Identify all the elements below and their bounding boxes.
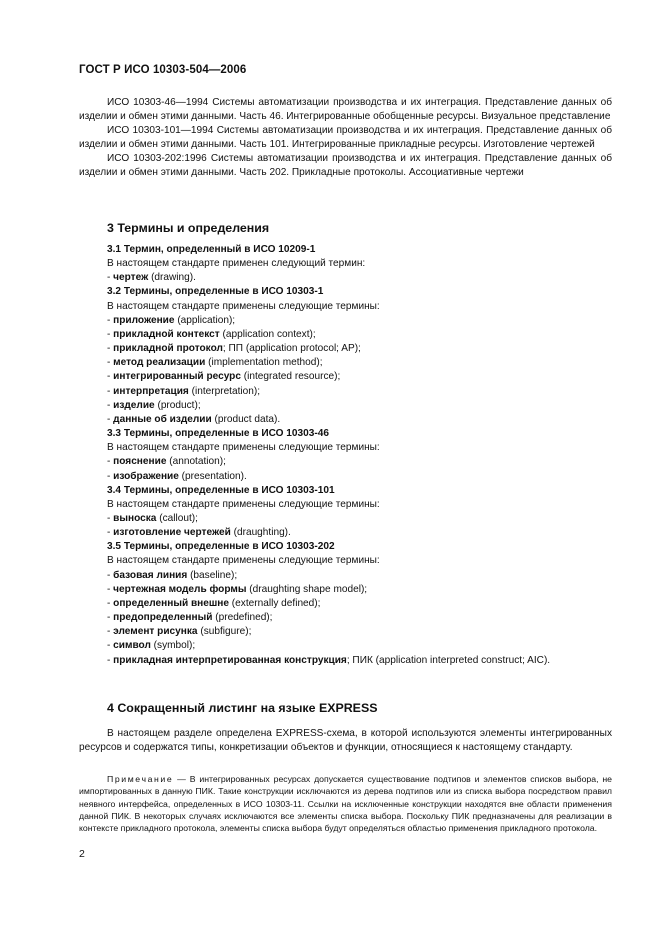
list-dash: - [107,385,114,397]
list-dash: - [107,626,114,638]
term-translation: (subfigure); [197,626,252,638]
term-name: выноска [113,512,157,524]
term-translation: (integrated resource); [240,371,341,383]
reference-iso-10303-101: ИСО 10303-101—1994 Системы автоматизации производства и их интеграция. Представление данных об изделии и обмен этими данными. Часть 101. Интегрированные прикладные ресурсы. Изготовление чертежей [79,125,612,150]
subsection-intro: В настоящем стандарте применены следующие термины: [107,300,380,312]
term-name: чертеж [113,272,149,284]
term-translation: ; ПИК (application interpreted construct; AIC). [346,654,551,666]
term-translation: (implementation method); [205,357,323,369]
list-dash: - [107,343,114,355]
term-name: предопределенный [113,612,213,624]
term-item [107,654,617,668]
term-name: прикладная интерпретированная конструкция [113,654,347,666]
term-translation: (application context); [219,328,316,340]
term-item [107,526,617,540]
document-header: ГОСТ Р ИСО 10303-504—2006 [79,64,247,76]
subsection-intro: В настоящем стандарте применены следующие термины: [107,442,380,454]
term-name: метод реализации [113,357,206,369]
term-item [107,314,617,328]
term-name: изготовление чертежей [113,527,231,539]
list-dash: - [107,597,114,609]
term-name: чертежная модель формы [113,583,247,595]
term-translation: (interpretation); [188,385,261,397]
term-item [107,271,617,285]
term-item [107,455,617,469]
reference-iso-10303-46: ИСО 10303-46—1994 Системы автоматизации производства и их интеграция. Представление данных об изделии и обмен этими данными. Часть 46. Интегрированные обобщенные ресурсы. Визуальное представление [79,97,612,122]
page-number: 2 [79,848,85,860]
term-translation: (application); [174,314,236,326]
note-label: Примечание [107,774,174,784]
term-name: пояснение [113,456,167,468]
term-item [107,611,617,625]
list-dash: - [107,328,114,340]
section-4-paragraph: В настоящем разделе определена EXPRESS-схема, в которой используются элементы интегрированных ресурсов и содержатся типы, конкретизации объектов и функции, относящиеся к настоящему стандарту. [79,728,612,753]
term-translation: (presentation). [178,470,247,482]
note-text: — В интегрированных ресурсах допускается существование подтипов и элементов списков выбора, не импортированных в данную ПИК. Такие конструкции исключаются из дерева подтипов или из списка выбора посредством правил неявного интерфейса, определенных в ИСО 10303-11. Ссылки на исключенные конструкции находятся вне области применения данной ПИК. В некоторых случаях исключаются все элементы списка выбора. Поскольку ПИК предназначены для реализации в контексте прикладного протокола, элементы списка выбора будут определяться областью применения прикладного протокола. [79,774,612,834]
list-dash: - [107,456,114,468]
section-4-title: 4 Сокращенный листинг на языке EXPRESS [107,701,378,715]
list-dash: - [107,512,114,524]
subsection-heading: 3.1 Термин, определенный в ИСО 10209-1 [107,244,316,255]
subsection-heading: 3.3 Термины, определенные в ИСО 10303-46 [107,428,329,440]
list-dash: - [107,371,114,383]
term-translation: (drawing). [148,272,196,284]
term-translation: (product); [154,399,201,411]
term-name: прикладной протокол [113,343,223,355]
term-item [107,370,617,384]
list-dash: - [107,527,114,539]
term-item [107,356,617,370]
term-item [107,569,617,583]
term-item [107,385,617,399]
term-item [107,342,617,356]
term-item [107,512,617,526]
section-3-title: 3 Термины и определения [107,221,270,235]
term-item [107,597,617,611]
list-dash: - [107,272,114,284]
term-translation: (annotation); [166,456,226,468]
subsection-intro: В настоящем стандарте применен следующий термин: [107,258,366,270]
term-item [107,470,617,484]
term-item [107,639,617,653]
term-translation: (symbol); [150,640,196,652]
list-dash: - [107,583,114,595]
list-dash: - [107,654,114,666]
term-item [107,413,617,427]
normative-references [79,96,612,180]
term-translation: (externally defined); [229,597,321,609]
list-dash: - [107,569,114,581]
term-translation: (callout); [156,512,198,524]
term-name: символ [113,640,151,652]
list-dash: - [107,314,114,326]
subsection-heading: 3.5 Термины, определенные в ИСО 10303-202 [107,541,335,553]
term-translation: ; ПП (application protocol; AP); [222,343,361,355]
term-name: данные об изделии [113,413,212,425]
subsection-intro: В настоящем стандарте применены следующие термины: [107,498,380,510]
list-dash: - [107,612,114,624]
term-name: прикладной контекст [113,328,220,340]
section-3-body [107,243,617,668]
term-translation: (product data). [211,413,281,425]
term-name: интегрированный ресурс [113,371,241,383]
list-dash: - [107,399,114,411]
list-dash: - [107,413,114,425]
term-translation: (draughting shape model); [246,583,368,595]
subsection-heading: 3.2 Термины, определенные в ИСО 10303-1 [107,286,324,298]
term-name: приложение [113,314,175,326]
note-paragraph [79,773,612,834]
term-translation: (draughting). [230,527,291,539]
term-item [107,625,617,639]
term-name: определенный внешне [113,597,229,609]
term-item [107,328,617,342]
subsection-intro: В настоящем стандарте применены следующие термины: [107,555,380,567]
list-dash: - [107,470,114,482]
term-name: изделие [113,399,155,411]
term-translation: (baseline); [187,569,238,581]
term-item [107,583,617,597]
term-translation: (predefined); [212,612,273,624]
term-name: изображение [113,470,179,482]
reference-iso-10303-202: ИСО 10303-202:1996 Системы автоматизации производства и их интеграция. Представление данных об изделии и обмен этими данными. Часть 202. Прикладные протоколы. Ассоциативные чертежи [79,153,612,178]
term-name: базовая линия [113,569,188,581]
term-item [107,399,617,413]
term-name: интерпретация [113,385,189,397]
list-dash: - [107,357,114,369]
term-name: элемент рисунка [113,626,198,638]
list-dash: - [107,640,114,652]
subsection-heading: 3.4 Термины, определенные в ИСО 10303-101 [107,484,335,496]
